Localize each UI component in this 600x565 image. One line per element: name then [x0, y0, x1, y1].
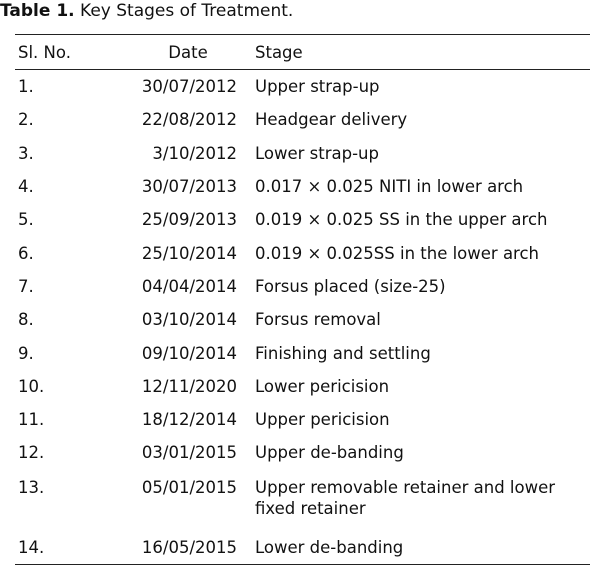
- table-row: [15, 370, 590, 403]
- row-date: 03/10/2014: [141, 310, 237, 330]
- treatment-stages-table-container: [15, 34, 585, 565]
- table-row: [15, 436, 590, 469]
- row-number: 1.: [18, 77, 34, 97]
- row-stage: 0.019 × 0.025 SS in the upper arch: [255, 210, 548, 230]
- table-caption-title: Key Stages of Treatment.: [74, 1, 294, 21]
- table-row: [15, 103, 590, 136]
- treatment-stages-table: [15, 34, 590, 565]
- row-number: 13.: [18, 477, 45, 497]
- table-row: [15, 470, 590, 531]
- row-stage: Upper strap-up: [255, 77, 380, 97]
- row-number: 10.: [18, 376, 45, 396]
- row-date: 16/05/2015: [123, 531, 253, 565]
- row-stage: Upper removable retainer and lower fixed retainer: [255, 477, 556, 518]
- row-number: 2.: [18, 110, 34, 130]
- row-number: 7.: [18, 276, 34, 296]
- row-date: 3/10/2012: [152, 143, 237, 163]
- table-row: [15, 403, 590, 436]
- row-stage: 0.017 × 0.025 NITI in lower arch: [255, 177, 524, 197]
- row-number: 3.: [18, 143, 34, 163]
- row-stage: Forsus placed (size-25): [255, 276, 446, 296]
- table-row: [15, 336, 590, 369]
- table-row: [15, 203, 590, 236]
- row-number: 11.: [18, 410, 45, 430]
- table-body: [15, 70, 590, 565]
- row-stage: Headgear delivery: [255, 110, 408, 130]
- column-header-sl-no: Sl. No.: [15, 35, 123, 70]
- row-date: 25/09/2013: [141, 210, 237, 230]
- table-row: [15, 70, 590, 104]
- row-number: 9.: [18, 343, 34, 363]
- column-header-date: Date: [123, 35, 253, 70]
- row-number: 8.: [18, 310, 34, 330]
- row-stage: Forsus removal: [255, 310, 381, 330]
- table-header-row: [15, 35, 590, 70]
- table-row: [15, 137, 590, 170]
- row-stage: Upper pericision: [255, 410, 390, 430]
- row-date: 12/11/2020: [141, 376, 237, 396]
- row-number: 14.: [15, 531, 123, 565]
- row-number: 5.: [18, 210, 34, 230]
- table-row: [15, 303, 590, 336]
- row-number: 4.: [18, 177, 34, 197]
- table-caption-label: Table 1.: [0, 1, 75, 21]
- row-date: 25/10/2014: [141, 243, 237, 263]
- row-stage: Upper de-banding: [255, 443, 404, 463]
- table-row: [15, 270, 590, 303]
- table-row: [15, 236, 590, 269]
- row-stage: 0.019 × 0.025SS in the lower arch: [255, 243, 540, 263]
- row-date: 18/12/2014: [141, 410, 237, 430]
- table-header: [15, 35, 590, 70]
- row-stage: Lower strap-up: [255, 143, 379, 163]
- row-number: 6.: [18, 243, 34, 263]
- row-date: 30/07/2012: [141, 77, 237, 97]
- row-date: 03/01/2015: [141, 443, 237, 463]
- row-date: 30/07/2013: [141, 177, 237, 197]
- table-row: [15, 170, 590, 203]
- row-date: 05/01/2015: [141, 477, 237, 497]
- row-date: 09/10/2014: [141, 343, 237, 363]
- row-date: 22/08/2012: [141, 110, 237, 130]
- table-row: [15, 531, 590, 565]
- row-date: 04/04/2014: [141, 276, 237, 296]
- column-header-stage: Stage: [253, 35, 590, 70]
- row-stage: Lower de-banding: [253, 531, 590, 565]
- row-stage: Finishing and settling: [255, 343, 431, 363]
- table-caption: [0, 0, 293, 22]
- row-stage: Lower pericision: [255, 376, 390, 396]
- row-number: 12.: [18, 443, 45, 463]
